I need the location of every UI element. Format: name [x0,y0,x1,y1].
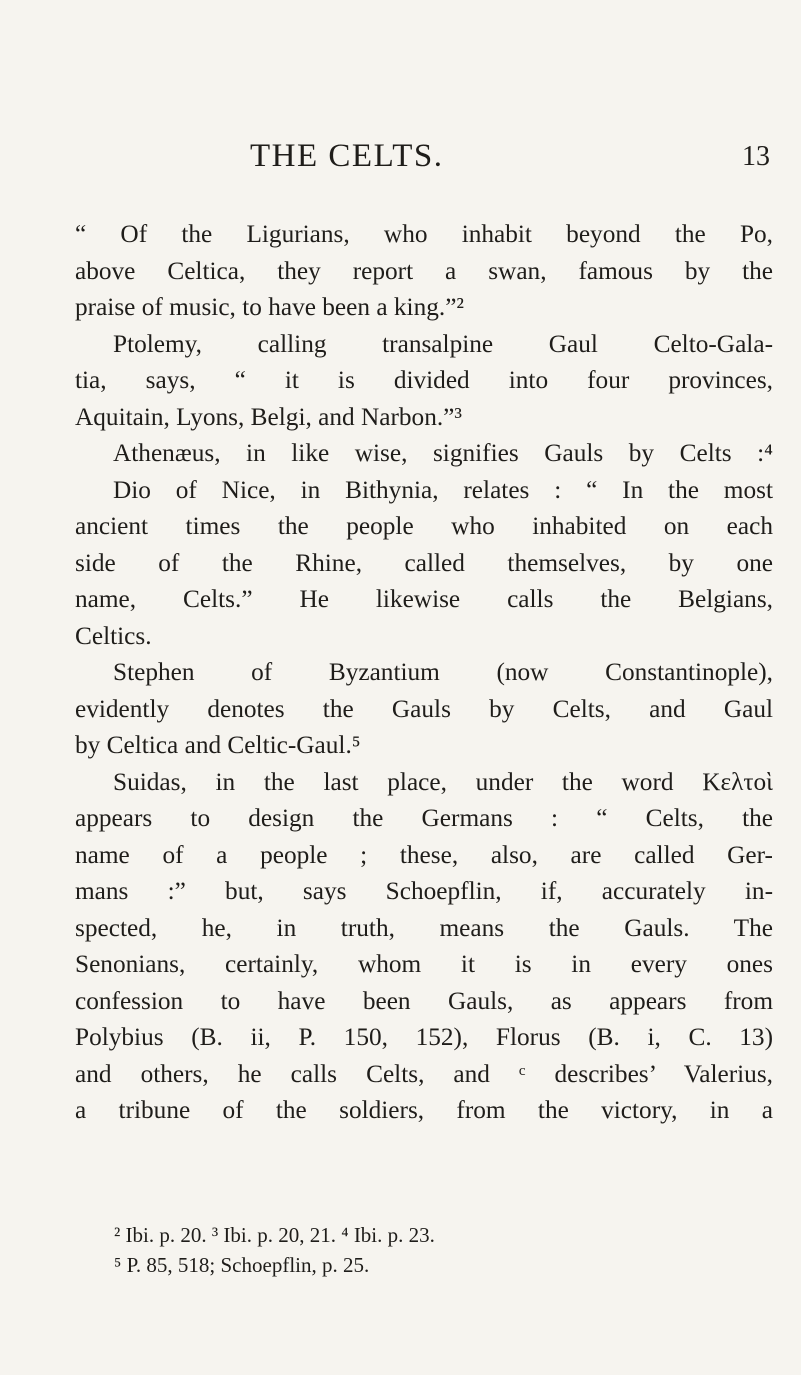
text-line: Stephen of Byzantium (now Constantinople), [113,658,773,686]
text-line: and others, he calls Celts, and ᶜ describes’ Valerius, [75,1059,773,1088]
text-line: Ptolemy, calling transalpine Gaul Celto-Gala- [113,329,773,358]
text-line: above Celtica, they report a swan, famous by the [75,256,773,285]
text-line: tia, says, “ it is divided into four provinces, [75,366,773,394]
body-text [75,216,773,1129]
text-line: Aquitain, Lyons, Belgi, and Narbon.”³ [75,402,462,431]
text-line: spected, he, in truth, means the Gauls. The [75,913,773,942]
text-line: side of the Rhine, called themselves, by one [75,548,773,577]
text-line: “ Of the Ligurians, who inhabit beyond the Po, [75,220,773,248]
text-line: confession to have been Gauls, as appears from [75,986,773,1015]
footnote-line: ⁵ P. 85, 518; Schoepflin, p. 25. [114,1253,370,1277]
text-line: a tribune of the soldiers, from the victory, in a [75,1096,773,1124]
text-line: name of a people ; these, also, are called Ger- [75,840,773,869]
footnotes [114,1220,714,1280]
text-line: praise of music, to have been a king.”² [75,293,465,321]
page-header [250,138,770,178]
text-line: Celtics. [75,621,152,650]
text-line: mans :” but, says Schoepflin, if, accurately in- [75,877,773,905]
text-line: Athenæus, in like wise, signifies Gauls by Celts :⁴ [113,439,773,467]
footnote-line: ² Ibi. p. 20. ³ Ibi. p. 20, 21. ⁴ Ibi. p. 23. [114,1223,435,1247]
text-line: ancient times the people who inhabited on each [75,512,773,540]
text-line: Polybius (B. ii, P. 150, 152), Florus (B. i, C. 13) [75,1023,773,1051]
text-line: appears to design the Germans : “ Celts, the [75,804,773,832]
text-line: evidently denotes the Gauls by Celts, and Gaul [75,694,773,723]
text-line: Dio of Nice, in Bithynia, relates : “ In the most [113,475,773,504]
text-line: Senonians, certainly, whom it is in every ones [75,950,773,978]
text-line: Suidas, in the last place, under the word Κελτοὶ [113,767,773,796]
text-line: name, Celts.” He likewise calls the Belgians, [75,585,773,613]
text-line: by Celtica and Celtic-Gaul.⁵ [75,731,361,759]
page-number: 13 [742,141,770,172]
running-head: THE CELTS. [250,138,444,174]
